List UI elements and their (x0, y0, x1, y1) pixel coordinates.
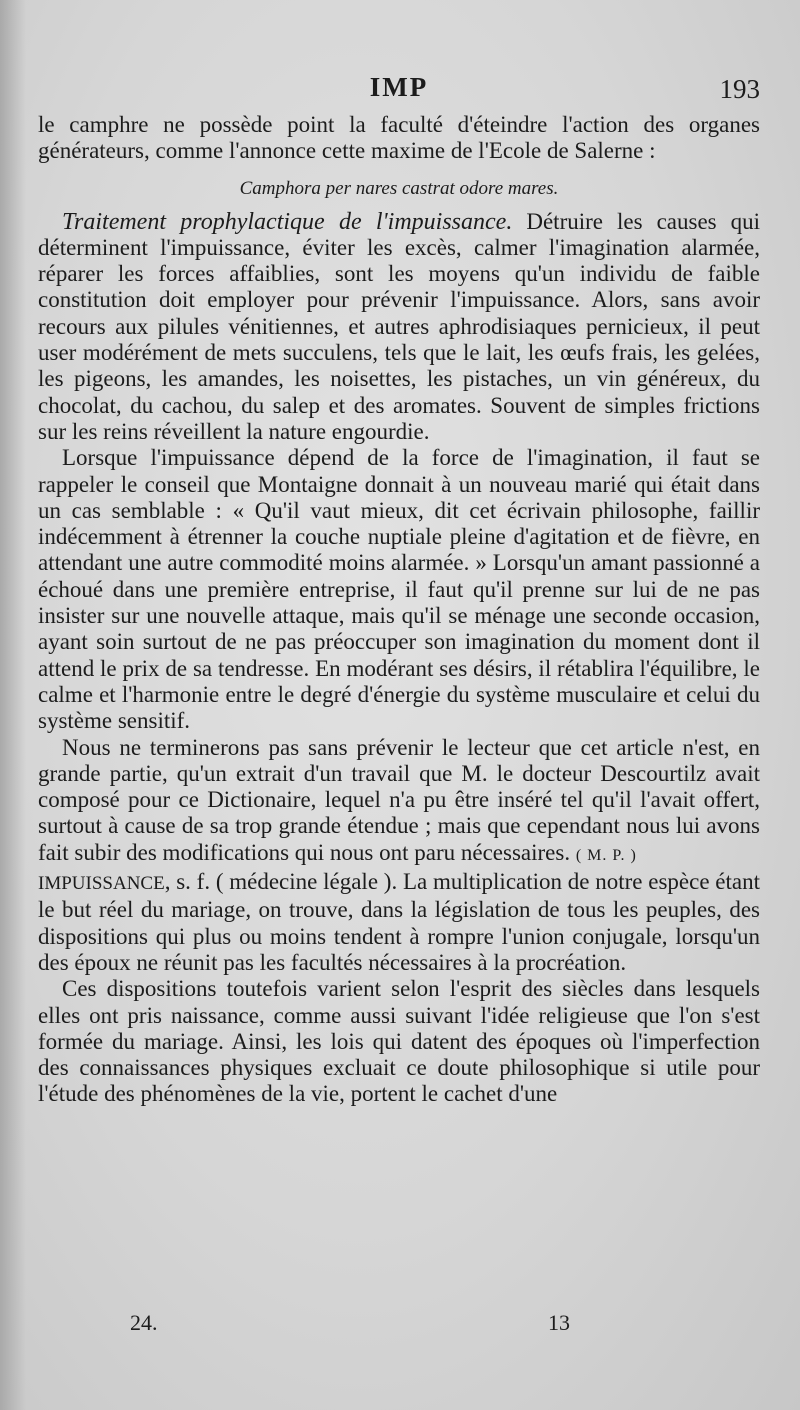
entry-headword: IMPUISSANCE (38, 873, 165, 895)
paragraph-entry-text: , s. f. ( médecine légale ). La multiplication de notre espèce étant le but réel du mariage, on trouve, dans la législation de tous les peuples, des dispositions qui plus ou moins tendent à rompre l'union conjugale, lorsqu'un des époux ne réunit pas les facultés nécessaires à la procréation. (38, 869, 760, 975)
paragraph-dispositions: Ces dispositions toutefois varient selon l'esprit des siècles dans lesquels elles ont pris naissance, comme aussi suivant l'idée religieuse que l'on s'est formée du mariage. Ainsi, les lois qui datent des époques où l'imperfection des connaissances physiques excluait ce doute philosophique si utile pour l'étude des phénomènes de la vie, portent le cachet d'une (38, 976, 760, 1107)
author-signature: ( M. P. ) (575, 846, 637, 864)
running-head-word: IMP (369, 72, 429, 102)
body-text (38, 112, 760, 1108)
paragraph-imagination: Lorsque l'impuissance dépend de la force de l'imagination, il faut se rappeler le conseil que Montaigne donnait à un nouveau marié qui était dans un cas semblable : « Qu'il vaut mieux, dit cet écrivain philosophe, faillir indécemment à étrenner la couche nuptiale pleine d'agitation et de fièvre, en attendant une autre commodité moins alarmée. » Lorsqu'un amant passionné a échoué dans une première entreprise, il faut qu'il prenne sur lui de ne pas insister sur une nouvelle attaque, mais qu'il se ménage une seconde occasion, ayant soin surtout de ne pas préoccuper son imagination du moment dont il attend le prix de sa tendresse. En modérant ses désirs, il rétablira l'équilibre, le calme et l'harmonie entre le degré d'énergie du système musculaire et celui du système sensitif. (38, 445, 760, 734)
page-footer (38, 1310, 760, 1340)
paragraph-camphor: le camphre ne possède point la faculté d'éteindre l'action des organes générateurs, comme l'annonce cette maxime de l'Ecole de Salerne : (38, 112, 760, 164)
latin-maxim: Camphora per nares castrat odore mares. (239, 177, 559, 199)
running-head (38, 72, 760, 106)
paragraph-note-text: Nous ne terminerons pas sans prévenir le lecteur que cet article n'est, en grande partie, qu'un extrait d'un travail que M. le docteur Descourtilz avait composé pour ce Dictionaire, lequel n'a pu être inséré tel qu'il l'avait offert, surtout à cause de sa trop grande étendue ; mais que cependant nous lui avons fait subir des modifications qui nous ont paru nécessaires. (38, 734, 760, 865)
section-heading: Traitement prophylactique de l'impuissance. (62, 208, 513, 235)
sheet-number: 13 (548, 1310, 570, 1335)
paragraph-prophylaxis-text: Détruire les causes qui déterminent l'impuissance, éviter les excès, calmer l'imagination alarmée, réparer les forces affaiblies, sont les moyens qu'un individu de faible constitution doit employer pour prévenir l'impuissance. Alors, sans avoir recours aux pilules vénitiennes, et autres aphrodisiaques pernicieux, il peut user modérément de mets succulens, tels que le lait, les œufs frais, les gelées, les pigeons, les amandes, les noisettes, les pistaches, un vin généreux, du chocolat, du cachou, du salep et des aromates. Souvent de simples frictions sur les reins réveillent la nature engourdie. (38, 208, 761, 444)
paragraph-prophylaxis (38, 209, 760, 446)
paragraph-entry (38, 869, 760, 976)
signature-mark: 24. (130, 1310, 158, 1335)
page-number: 193 (719, 74, 760, 104)
paragraph-note (38, 735, 760, 869)
binding-shadow (0, 0, 26, 1410)
